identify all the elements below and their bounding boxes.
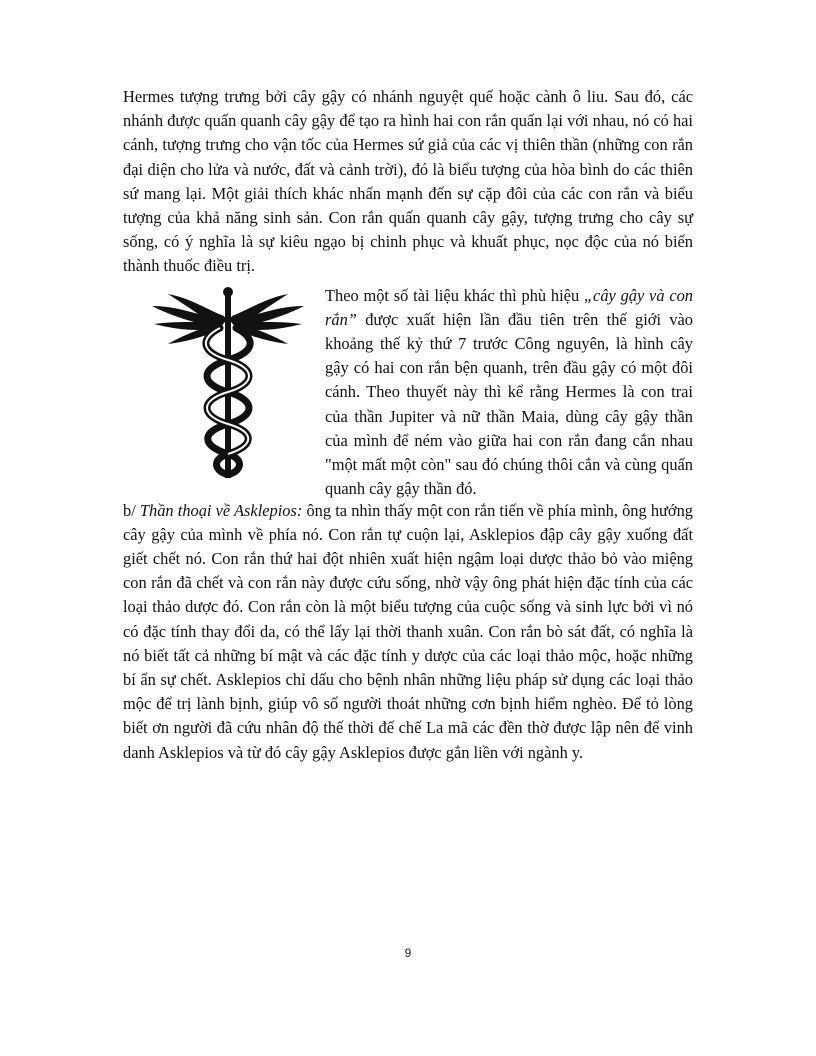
caduceus-icon <box>138 286 318 482</box>
page-body <box>123 85 693 765</box>
section-heading-italic: Thần thoại về Asklepios: <box>139 500 303 520</box>
text-run: Theo một số tài liệu khác thì phù hiệu <box>325 285 584 305</box>
paragraph-staff-and-snake <box>325 284 693 502</box>
italic-term: „cây gậy và con rắn” <box>325 285 693 329</box>
text-run: được xuất hiện lần đầu tiên trên thế giới vào khoảng thế kỷ thứ 7 trước Công nguyên, là hình cây gậy có hai con rắn bện quanh, trên đầu gậy có một đôi cánh. Theo thuyết này thì kể rằng Hermes là con trai của thần Jupiter và nữ thần Maia, dùng cây gậy thần của mình để ném vào giữa hai con rắn đang cắn nhau "một mất một còn" sau đó chúng thôi cắn và cùng quấn quanh cây gậy thần đó. <box>325 309 693 499</box>
paragraph-hermes-staff: Hermes tượng trưng bởi cây gậy có nhánh nguyệt quế hoặc cành ô liu. Sau đó, các nhánh được quấn quanh cây gậy để tạo ra hình hai con rắn quấn lại với nhau, nó có hai cánh, tượng trưng cho vận tốc của Hermes sứ giả của các vị thiên thần (những con rắn đại diện cho lửa và nước, đất và cảnh trời), đó là biểu tượng của hòa bình do các thiên sứ mang lại. Một giải thích khác nhấn mạnh đến sự cặp đôi của các con rắn và biểu tượng của khả năng sinh sản. Con rắn quấn quanh cây gậy, tượng trưng cho cây sự sống, có ý nghĩa là sự kiêu ngạo bị chinh phục và khuất phục, nọc độc của nó biến thành thuốc điều trị. <box>123 87 693 276</box>
paragraph-asklepios-myth <box>123 499 693 765</box>
list-marker: b/ <box>123 500 140 520</box>
text-run: ông ta nhìn thấy một con rắn tiến về phía mình, ông hướng cây gậy của mình về phía nó. Con rắn tự cuộn lại, Asklepios đập cây gậy xuống đất giết chết nó. Con rắn thứ hai đột nhiên xuất hiện ngậm loại dược thảo bỏ vào miệng con rắn đã chết và con rắn này được cứu sống, nhờ vậy ông phát hiện đặc tính của các loại thảo dược đó. Con rắn còn là một biểu tượng của cuộc sống và sinh lực bởi vì nó có đặc tính thay đổi da, có thể lấy lại thời thanh xuân. Con rắn bò sát đất, có nghĩa là nó biết tất cả những bí mật và các đặc tính y dược của các loại thảo mộc, hoặc những bí ẩn sự chết. Asklepios chỉ dấu cho bệnh nhân những liệu pháp sử dụng các loại thảo mộc để trị lành bịnh, giúp vô số người thoát những cơn bịnh hiểm nghèo. Để tỏ lòng biết ơn người đã cứu nhân độ thế thời đế chế La mã các đền thờ được lập nên để vinh danh Asklepios và từ đó cây gậy Asklepios được gắn liền với ngành y. <box>123 500 693 762</box>
page-number: 9 <box>404 946 412 960</box>
figure-with-text <box>123 284 693 499</box>
